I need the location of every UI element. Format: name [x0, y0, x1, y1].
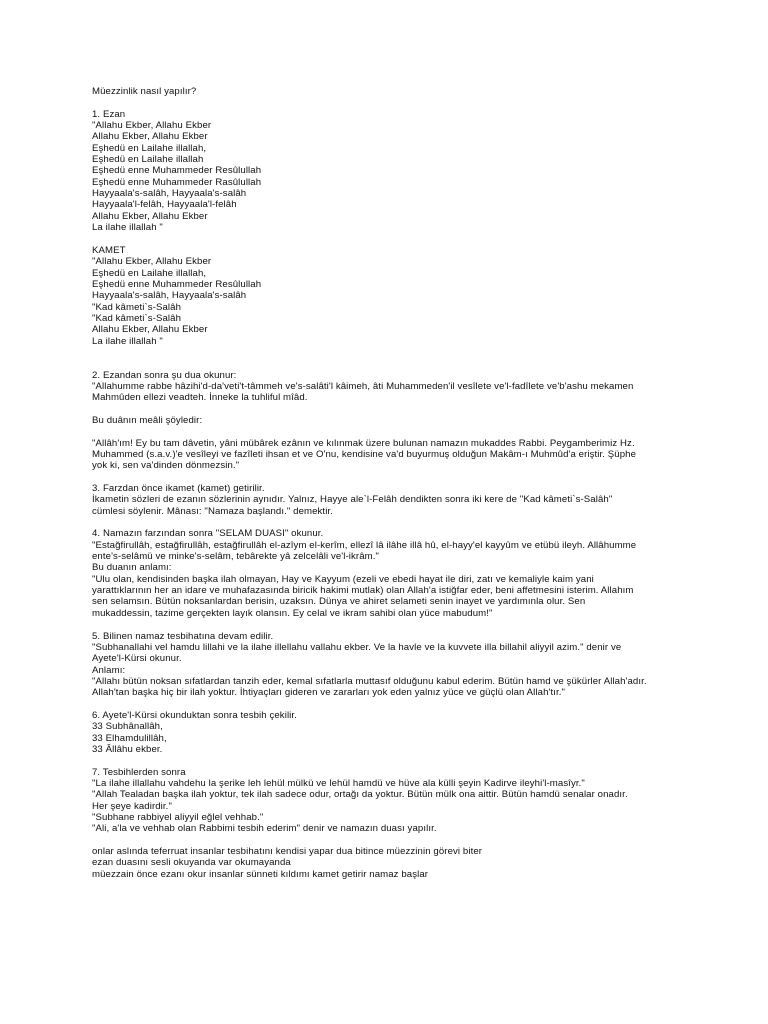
- text-line: Allahu Ekber, Allahu Ekber: [92, 210, 208, 222]
- text-line: 33 Subhânallâh,: [92, 721, 163, 733]
- section-heading: 7. Tesbihlerden sonra: [92, 766, 186, 778]
- text-line: ente's-selâmü ve minke's-selâm, tebârekte yâ zelcelâli ve'l-ikrâm.": [92, 551, 379, 563]
- text-line: "La ilahe illallahu vahdehu la şerike leh lehül mülkü ve lehül hamdü ve hüve ala külli şeyin Kadirve ileyhi'l-masîyr.": [92, 777, 585, 789]
- after-tesbih-section: [92, 767, 692, 835]
- text-line: cümlesi söylenir. Mânası: "Namaza başlandı." demektir.: [92, 505, 333, 517]
- selam-duasi-section: [92, 528, 692, 619]
- tesbih-count-section: [92, 710, 692, 755]
- text-line: mukaddessin, tazime gerçekten layık olansın. Ey celal ve ikram sahibi olan yüce mabudum!": [92, 607, 493, 619]
- meal-intro: [92, 415, 692, 426]
- text-line: "Ali, a'la ve vehhab olan Rabbimi tesbih ederim" denir ve namazın duası yapılır.: [92, 823, 437, 835]
- text-line: Anlamı:: [92, 664, 126, 676]
- section-heading: 4. Namazın farzından sonra "SELAM DUASI" okunur.: [92, 528, 324, 540]
- text-line: Eşhedü en Lailahe illallah: [92, 154, 204, 166]
- tesbihat-section: [92, 631, 692, 699]
- text-line: La ilahe illallah ": [92, 222, 163, 234]
- text-line: yok ki, sen va'dinden dönmezsin.": [92, 460, 240, 472]
- text-line: "Subhane rabbiyel aliyyil eğlel vehhab.": [92, 812, 264, 823]
- ikamet-section: [92, 483, 692, 517]
- dua-after-ezan-section: [92, 370, 692, 404]
- section-heading: 6. Ayete'l-Kürsi okunduktan sonra tesbih çekilir.: [92, 709, 297, 721]
- text-line: Eşhedü enne Muhammeder Resûlullah: [92, 278, 262, 290]
- text-line: "Estağfirullâh, estağfirullâh, estağfirullâh el-azîym el-kerîm, ellezî lâ ilâhe illâ hû, el-hayy'el kayyûm ve etübü ileyh. Allâhumme: [92, 539, 637, 551]
- text-line: "Kad kâmeti`s-Salâh: [92, 301, 182, 313]
- document-page: [92, 86, 692, 880]
- text-line: ezan duasını sesli okuyanda var okumayanda: [92, 857, 291, 869]
- text-line: müezzain önce ezanı okur insanlar sünneti kıldımı kamet getirir namaz başlar: [92, 868, 429, 880]
- text-line: "Allahı bütün noksan sıfatlardan tanzih eder, kemal sıfatlarla muttasıf olduğunu kabul ederim. Bütün hamd ve şükürler Allah'adır.: [92, 675, 647, 687]
- meal-text: [92, 438, 692, 472]
- text-line: Eşhedü enne Muhammeder Resûlullah: [92, 165, 262, 177]
- text-line: 33 Âllâhu ekber.: [92, 743, 163, 755]
- text-line: Allahu Ekber, Allahu Ekber: [92, 131, 208, 143]
- text-line: Bu duanın anlamı:: [92, 562, 172, 574]
- text-line: Eşhedü enne Muhammeder Rasûlullah: [92, 176, 262, 188]
- text-line: Allah'tan başka hiç bir ilah yoktur. İhtiyaçları gideren ve zararları yok eden yalnız yüce ve güçlü olan Allah'tır.": [92, 687, 566, 699]
- text-line: Eşhedü en Lailahe illallah,: [92, 267, 207, 279]
- text-line: Mahmûden ellezi veadteh. İnneke la tuhliful mîâd.: [92, 392, 308, 404]
- section-heading: 1. Ezan: [92, 108, 126, 120]
- text-line: sen selamsın. Bütün noksanlardan berisin, uzaksın. Dünya ve ahiret selameti senin inayet ve yardımınla olur. Sen: [92, 596, 586, 608]
- text-line: onlar aslında teferruat insanlar tesbihatını kendisi yapar dua bitince müezzinin görevi biter: [92, 846, 483, 858]
- text-line: "Allâh'ım! Ey bu tam dâvetin, yâni mübârek ezânın ve kılınmak üzere bulunan namazın mukaddes Rabbi. Peygamberimiz Hz.: [92, 437, 635, 449]
- text-line: "Subhanallahi vel hamdu lillahi ve la ilahe illellahu vallahu ekber. Ve la havle ve la kuvvete illa billahil aliyyil azim." denir ve: [92, 641, 622, 653]
- text-line: Muhammed (s.a.v.)'e vesîleyi ve fazîleti ihsan et ve O'nu, kendisine va'd buyurmuş olduğun Makâm-ı Muhmûd'a eriştir. Şüphe: [92, 449, 637, 460]
- text-line: "Ulu olan, kendisinden başka ilah olmayan, Hay ve Kayyum (ezeli ve ebedi hayat ile diri, zatı ve kemaliyle kaim yani: [92, 573, 594, 585]
- text-line: Hayyaala'l-felâh, Hayyaala'l-felâh: [92, 199, 237, 211]
- text-line: "Allahu Ekber, Allahu Ekber: [92, 120, 212, 132]
- section-heading: KAMET: [92, 244, 126, 256]
- text-line: Her şeye kadirdir.": [92, 800, 172, 812]
- text-line: "Allah Tealadan başka ilah yoktur, tek ilah sadece odur, ortağı da yoktur. Bütün mülk ona aittir. Bütün hamdü senalar onadır.: [92, 789, 628, 801]
- text-line: La ilahe illallah ": [92, 335, 163, 347]
- section-heading: 2. Ezandan sonra şu dua okunur:: [92, 369, 237, 381]
- closing-notes: [92, 846, 692, 880]
- text-line: yarattıklarının her an idare ve muhafazasında biricik hakimi mutlak) olan Allah'a istiğfar eder, beni affetmesini isterim. Allahım: [92, 585, 634, 597]
- text-line: İkametin sözleri de ezanın sözlerinin aynıdır. Yalnız, Hayye ale`l-Felâh dendikten sonra iki kere de "Kad kâmeti`s-Salâh": [92, 494, 613, 506]
- text-line: Ayete'l-Kürsi okunur.: [92, 653, 182, 665]
- text-line: "Kad kâmeti`s-Salâh: [92, 312, 182, 324]
- text-line: Bu duânın meâli şöyledir:: [92, 414, 203, 426]
- page-title: Müezzinlik nasıl yapılır?: [92, 86, 197, 97]
- page-heading-block: [92, 86, 692, 97]
- text-line: "Allahumme rabbe hâzihi'd-da'veti't-tâmmeh ve's-salâti'l kâimeh, âti Muhammeden'il vesîlete ve'l-fadîlete ve'b'ashu mekamen: [92, 380, 634, 392]
- text-line: Allahu Ekber, Allahu Ekber: [92, 324, 208, 336]
- kamet-section: [92, 245, 692, 347]
- section-heading: 5. Bilinen namaz tesbihatına devam edilir.: [92, 630, 274, 642]
- text-line: "Allahu Ekber, Allahu Ekber: [92, 256, 212, 268]
- text-line: Hayyaala's-salâh, Hayyaala's-salâh: [92, 188, 247, 200]
- text-line: Eşhedü en Lailahe illallah,: [92, 142, 207, 154]
- section-heading: 3. Farzdan önce ikamet (kamet) getirilir.: [92, 483, 265, 495]
- ezan-section: [92, 109, 692, 234]
- text-line: Hayyaala's-salâh, Hayyaala's-salâh: [92, 290, 247, 302]
- text-line: 33 Elhamdulillâh,: [92, 732, 167, 744]
